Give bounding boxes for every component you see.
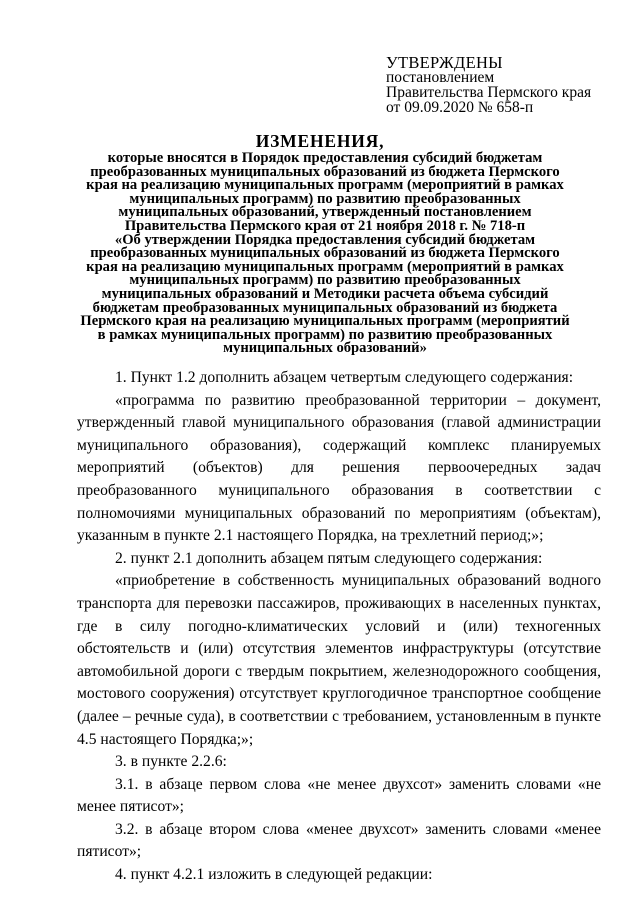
subtitle-line: преобразованных муниципальных образований из бюджета Пермского [90, 163, 560, 180]
subtitle-line: в рамках муниципальных программ) по развитию преобразованных [97, 326, 553, 343]
document-title: ИЗМЕНЕНИЯ, [255, 131, 385, 151]
subtitle-line: которые вносятся в Порядок предоставления субсидий бюджетам [107, 150, 543, 166]
approval-block [386, 55, 626, 115]
subtitle-line: Правительства Пермского края от 21 ноября 2018 г. № 718-п [124, 217, 526, 234]
approval-line: Правительства Пермского края [386, 84, 592, 101]
subtitle-line: бюджетам преобразованных муниципальных образований из бюджета [92, 299, 558, 316]
subtitle-line: края на реализацию муниципальных программ (мероприятий в рамках [86, 258, 564, 275]
body-paragraph: 2. пункт 2.1 дополнить абзацем пятым следующего содержания: [115, 549, 543, 567]
body-paragraph: 3. в пункте 2.2.6: [115, 753, 227, 771]
body-paragraph: 4. пункт 4.2.1 изложить в следующей редакции: [115, 866, 433, 884]
subtitle-line: муниципальных программ) по развитию преобразованных [129, 272, 521, 289]
body-paragraph: 3.1. в абзаце первом слова «не менее двухсот» заменить словами «не менее пятисот»; [77, 775, 601, 816]
approval-heading: УТВЕРЖДЕНЫ [386, 53, 503, 72]
body-paragraph: 3.2. в абзаце втором слова «менее двухсот» заменить словами «менее пятисот»; [77, 820, 601, 861]
subtitle-line: муниципальных образований, утвержденный постановлением [118, 204, 532, 221]
subtitle-line: края на реализацию муниципальных программ (мероприятий в рамках [86, 177, 564, 194]
subtitle-line: муниципальных образований» [223, 340, 427, 357]
body-paragraph: «приобретение в собственность муниципальных образований водного транспорта для перевозки пассажиров, проживающих в населенных пунктах, где в силу погодно-климатических условий и (или) техногенных обстоятельств и (или) отсутствия элементов инфраструктуры (отсутствие автомобильной дороги с твердым покрытием, железнодорожного сообщения, мостового сооружения) отсутствует круглогодичное транспортное сообщение (далее – речные суда), в соответствии с требованием, установленным в пункте 4.5 настоящего Порядка;»; [77, 572, 601, 748]
subtitle-line: Пермского края на реализацию муниципальных программ (мероприятий [80, 313, 570, 330]
approval-date: от 09.09.2020 № 658-п [386, 99, 534, 116]
subtitle-line: муниципальных образований и Методики расчета объема субсидий [101, 285, 549, 302]
body-paragraph: «программа по развитию преобразованной территории – документ, утвержденный главой муниципального образования (главой администрации муниципального образования), содержащий комплекс планируемых мероприятий (объектов) для решения первоочередных задач преобразованного муниципального образования в соответствии с полномочиями муниципальных образований по мероприятиям (объектам), указанным в пункте 2.1 настоящего Порядка, на трехлетний период;»; [77, 391, 601, 545]
approval-line: постановлением [386, 69, 495, 86]
subtitle-line: преобразованных муниципальных образований из бюджета Пермского [90, 245, 560, 262]
document-body [77, 367, 601, 887]
subtitle-line: муниципальных программ) по развитию преобразованных [129, 190, 521, 207]
document-subtitle [60, 152, 590, 356]
body-paragraph: 1. Пункт 1.2 дополнить абзацем четвертым следующего содержания: [115, 369, 574, 386]
subtitle-line: «Об утверждении Порядка предоставления субсидий бюджетам [114, 231, 536, 248]
